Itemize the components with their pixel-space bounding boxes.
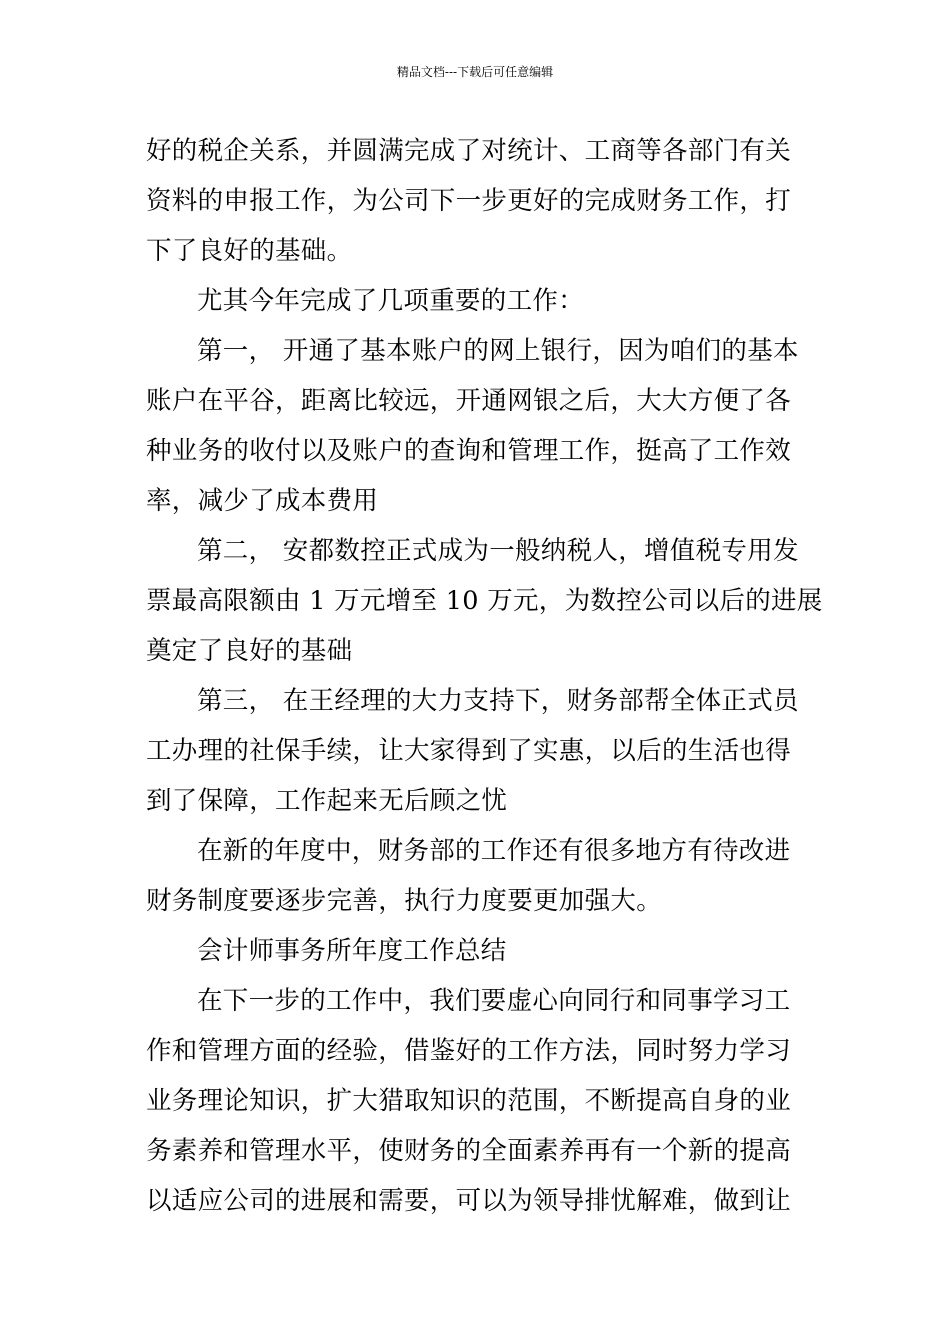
paragraph-start: 第二， 安都数控正式成为一般纳税人，增值税专用发 <box>197 536 799 566</box>
text-line: 票最高限额由 1 万元增至 10 万元，为数控公司以后的进展 <box>146 586 823 616</box>
text-line: 作和管理方面的经验，借鉴好的工作方法，同时努力学习 <box>146 1036 792 1066</box>
text-line: 账户在平谷，距离比较远，开通网银之后，大大方便了各 <box>146 386 792 416</box>
text-line: 好的税企关系，并圆满完成了对统计、工商等各部门有关 <box>146 136 792 166</box>
text-line: 奠定了良好的基础 <box>146 636 353 666</box>
page-header: 精品文档---下载后可任意编辑 <box>396 65 554 79</box>
text-line: 以适应公司的进展和需要，可以为领导排忧解难，做到让 <box>146 1186 792 1216</box>
text-line: 到了保障，工作起来无后顾之忧 <box>146 786 508 816</box>
text-line: 率，减少了成本费用 <box>146 486 379 516</box>
text-line: 资料的申报工作，为公司下一步更好的完成财务工作，打 <box>146 186 792 216</box>
section-heading: 会计师事务所年度工作总结 <box>197 936 507 966</box>
document-body <box>146 126 823 1226</box>
text-line: 种业务的收付以及账户的查询和管理工作，挺高了工作效 <box>146 436 792 466</box>
text-line: 务素养和管理水平，使财务的全面素养再有一个新的提高 <box>146 1136 792 1166</box>
paragraph-start: 第一， 开通了基本账户的网上银行，因为咱们的基本 <box>197 336 799 366</box>
paragraph-start: 尤其今年完成了几项重要的工作： <box>197 286 585 316</box>
text-line: 业务理论知识，扩大猎取知识的范围，不断提高自身的业 <box>146 1086 792 1116</box>
text-line: 财务制度要逐步完善，执行力度要更加强大。 <box>146 886 663 916</box>
paragraph-start: 第三， 在王经理的大力支持下，财务部帮全体正式员 <box>197 686 799 716</box>
paragraph-start: 在新的年度中，财务部的工作还有很多地方有待改进 <box>197 836 791 866</box>
paragraph-start: 在下一步的工作中，我们要虚心向同行和同事学习工 <box>197 986 791 1016</box>
text-line: 工办理的社保手续，让大家得到了实惠，以后的生活也得 <box>146 736 792 766</box>
text-line: 下了良好的基础。 <box>146 236 353 266</box>
